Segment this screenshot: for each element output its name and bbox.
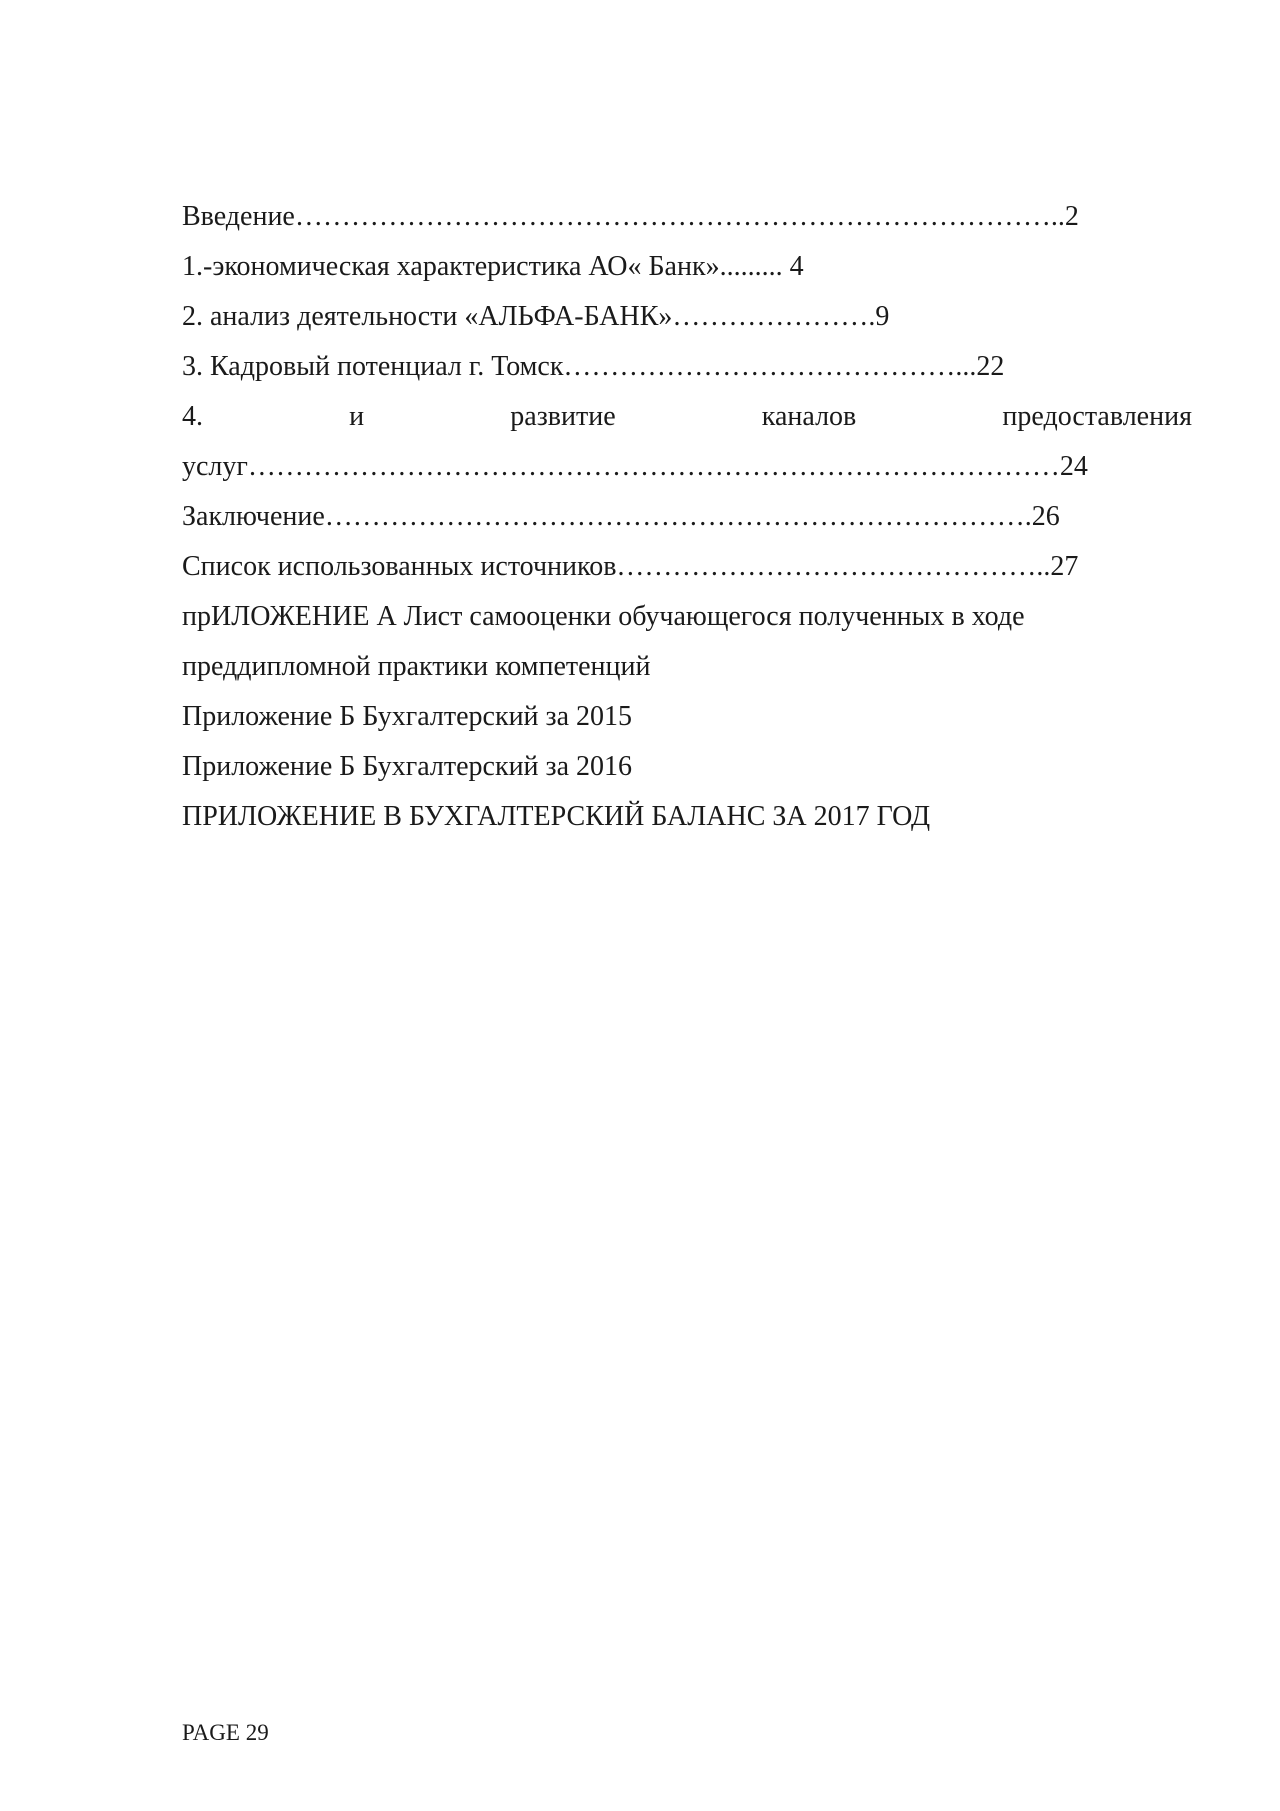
toc-item-4-word: развитие (510, 401, 616, 432)
toc-appendix-a-line-2: преддипломной практики компетенций (182, 651, 651, 682)
toc-item-3: 3. Кадровый потенциал г. Томск……………………………………...22 (182, 351, 1005, 382)
toc-item-4-continued: услуг……………………………………………………………………………24 (182, 451, 1088, 482)
toc-appendix-a-line-1: прИЛОЖЕНИЕ А Лист самооценки обучающегося полученных в ходе (182, 601, 1025, 632)
toc-sources: Список использованных источников………………………………………..27 (182, 551, 1079, 582)
toc-appendix-b-2015: Приложение Б Бухгалтерский за 2015 (182, 701, 633, 732)
page-footer: PAGE 29 (182, 1720, 269, 1745)
toc-item-4 (182, 392, 1192, 442)
toc-item-4-word: каналов (761, 401, 857, 432)
toc-item-1: 1.-экономическая характеристика АО« Банк»......... 4 (182, 251, 804, 282)
toc-intro: Введение………………………………………………………………………..2 (182, 201, 1079, 232)
toc-conclusion: Заключение………………………………………………………………….26 (182, 501, 1060, 532)
toc-appendix-b-2016: Приложение Б Бухгалтерский за 2016 (182, 751, 633, 782)
toc-item-4-word: и (349, 401, 365, 432)
table-of-contents (182, 192, 1192, 842)
toc-item-4-word: 4. (182, 401, 203, 432)
toc-item-4-word: предоставления (1002, 401, 1192, 432)
toc-appendix-v: ПРИЛОЖЕНИЕ В БУХГАЛТЕРСКИЙ БАЛАНС ЗА 2017 ГОД (182, 801, 931, 832)
toc-item-2: 2. анализ деятельности «АЛЬФА-БАНК»………………….9 (182, 301, 890, 332)
